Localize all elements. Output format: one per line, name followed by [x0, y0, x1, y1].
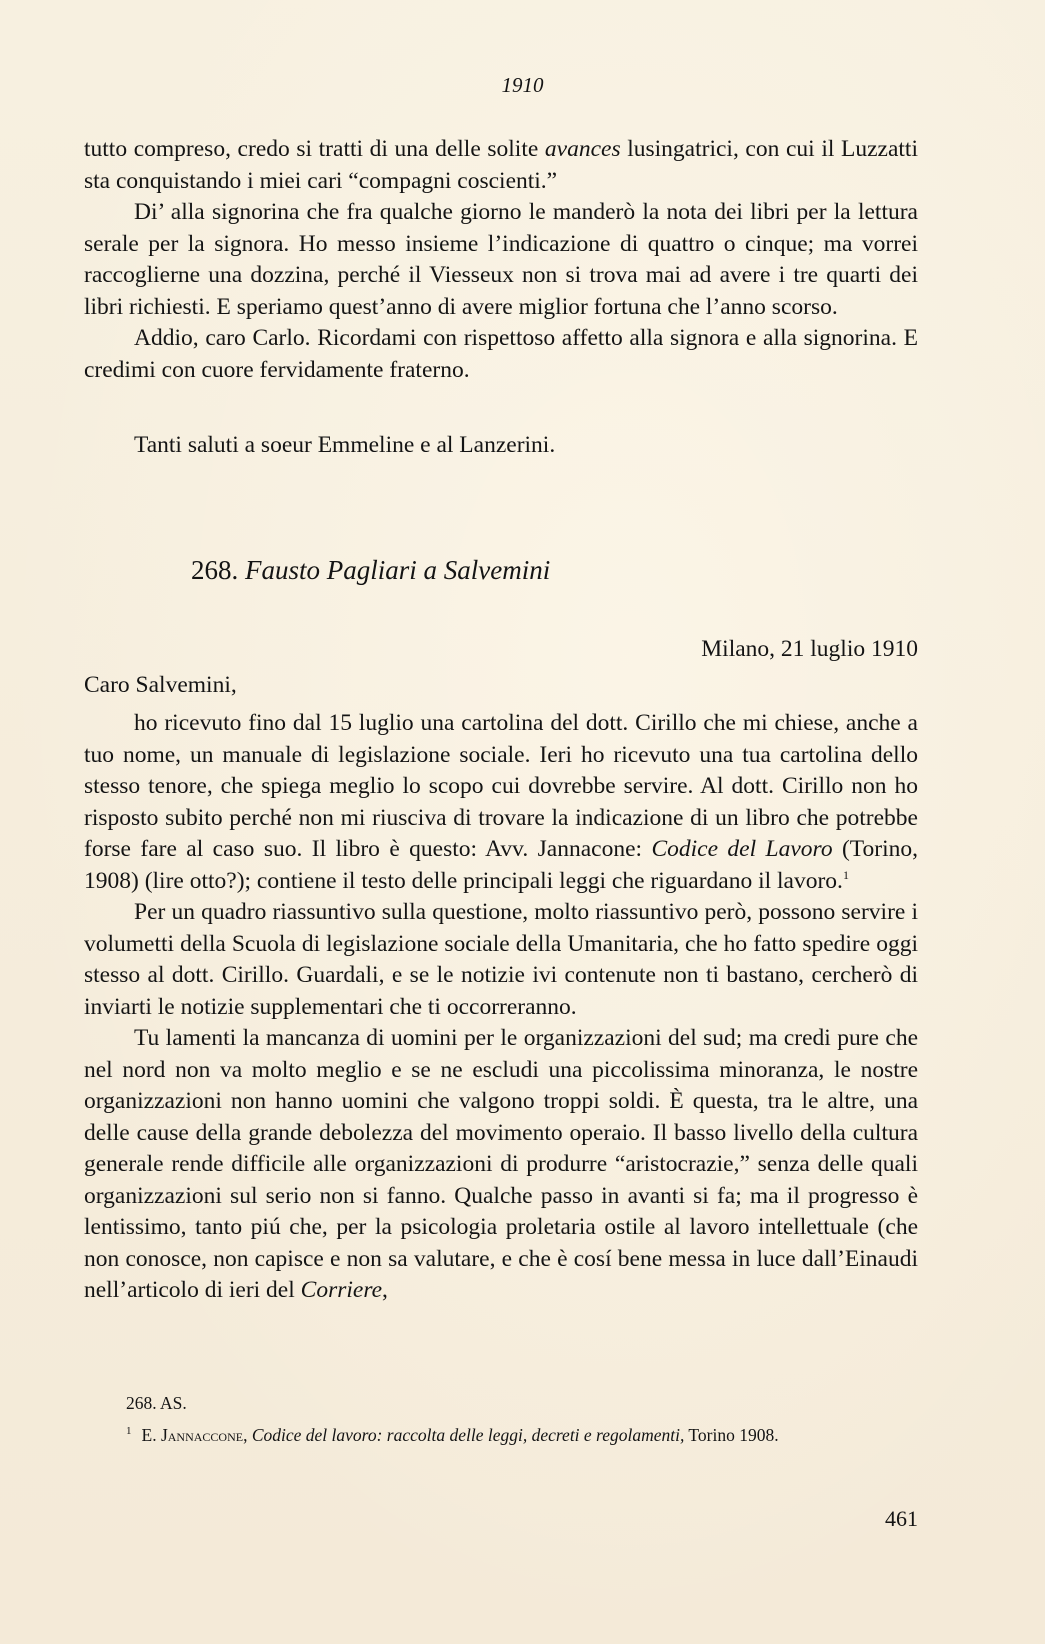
footnote-1	[84, 1417, 918, 1449]
text-span: cui il Luzzatti sta conquistando i miei cari “compagni coscienti.”	[84, 136, 918, 194]
footnote-author: E. Jannaccone,	[141, 1424, 248, 1445]
text-span: Tu lamenti la mancanza di uomini per le organizzazioni del sud; ma credi pure che nel nord non va molto meglio e se ne escludi una piccolissima minoranza, le nostre organizzazioni non hanno uomini che valgono troppi soldi. È questa, tra le altre, una delle cause della grande debolezza del movimento operaio. Il basso livello della cultura generale rende difficile alle organizzazioni di produrre “aristocrazie,” senza delle quali organizzazioni sul serio non si fanno. Qualche passo in avanti si fa; ma il progresso è lentissimo, tanto piú che, per la psicologia proletaria ostile al lavoro intellettuale (che non conosce, non capisce e non sa valutare, e che è cosí bene messa in luce dall’Einaudi nell’articolo di ieri del	[84, 1025, 918, 1303]
newspaper-title: Corriere	[300, 1277, 383, 1303]
footnote-tail: Torino 1908.	[688, 1424, 779, 1445]
paragraph	[84, 708, 918, 897]
letter-heading	[191, 555, 550, 586]
text-span: (Torino, 1908) (lire otto?); contiene il testo delle principali leggi che riguardano il lavoro.	[84, 836, 919, 894]
text-span: tutto compreso, credo si tratti di una delle solite	[84, 136, 545, 162]
page-number: 461	[885, 1506, 918, 1531]
previous-letter-text	[84, 134, 918, 386]
text-span: ,	[382, 1277, 388, 1303]
paragraph	[84, 134, 918, 197]
letter-number: 268.	[191, 555, 239, 585]
footnote-mark: 1	[126, 1425, 132, 1437]
italic-word: avances	[544, 136, 621, 162]
paragraph: Di’ alla signorina che fra qualche giorno le manderò la nota dei libri per la lettura serale per la signora. Ho messo insieme l’indicazione di quattro o cinque; ma vorrei raccoglierne una dozzina, perché il Viesseux non si trova mai ad avere i tre quarti dei libri richiesti. E speriamo quest’anno di avere miglior fortuna che l’anno scorso.	[84, 199, 918, 320]
footnote-title: Codice del lavoro: raccolta delle leggi, decreti e regolamenti,	[251, 1424, 685, 1445]
text-span: ho ricevuto fino dal 15 luglio una cartolina del dott. Cirillo che mi chiese, anche a tuo nome, un manuale di legislazione sociale. Ieri ho ricevuto una tua cartolina dello stesso tenore, che spiega meglio lo scopo cui dovrebbe servire. Al dott. Cirillo non ho risposto subito perché non mi riusciva di trovare la indicazione di un libro che potrebbe forse fare al caso suo. Il libro è questo: Avv. Jannacone:	[84, 710, 918, 862]
running-head: 1910	[501, 73, 544, 97]
book-title: Codice del Lavoro	[651, 836, 833, 862]
paragraph: Per un quadro riassuntivo sulla questione, molto riassuntivo però, possono servire i volumetti della Scuola di legislazione sociale della Umanitaria, che ho fatto spedire oggi stesso al dott. Cirillo. Guardali, e se le notizie ivi contenute non ti bastano, cercherò di inviarti le notizie supplementari che ti occorreranno.	[84, 899, 918, 1020]
footnote-reference[interactable]: 1	[842, 867, 849, 882]
paragraph	[84, 1023, 918, 1307]
salutation: Caro Salvemini,	[84, 672, 237, 698]
postscript: Tanti saluti a soeur Emmeline e al Lanzerini.	[134, 432, 556, 458]
footnotes	[84, 1389, 918, 1449]
letter-body	[84, 708, 918, 1307]
paragraph: Addio, caro Carlo. Ricordami con rispettoso affetto alla signora e alla signorina. E credimi con cuore fervidamente fraterno.	[84, 325, 918, 383]
dateline: Milano, 21 luglio 1910	[701, 636, 918, 662]
letter-title: Fausto Pagliari a Salvemini	[245, 555, 551, 585]
text-span: lusingatrici, con	[620, 136, 780, 162]
source-note: 268. AS.	[126, 1393, 187, 1413]
